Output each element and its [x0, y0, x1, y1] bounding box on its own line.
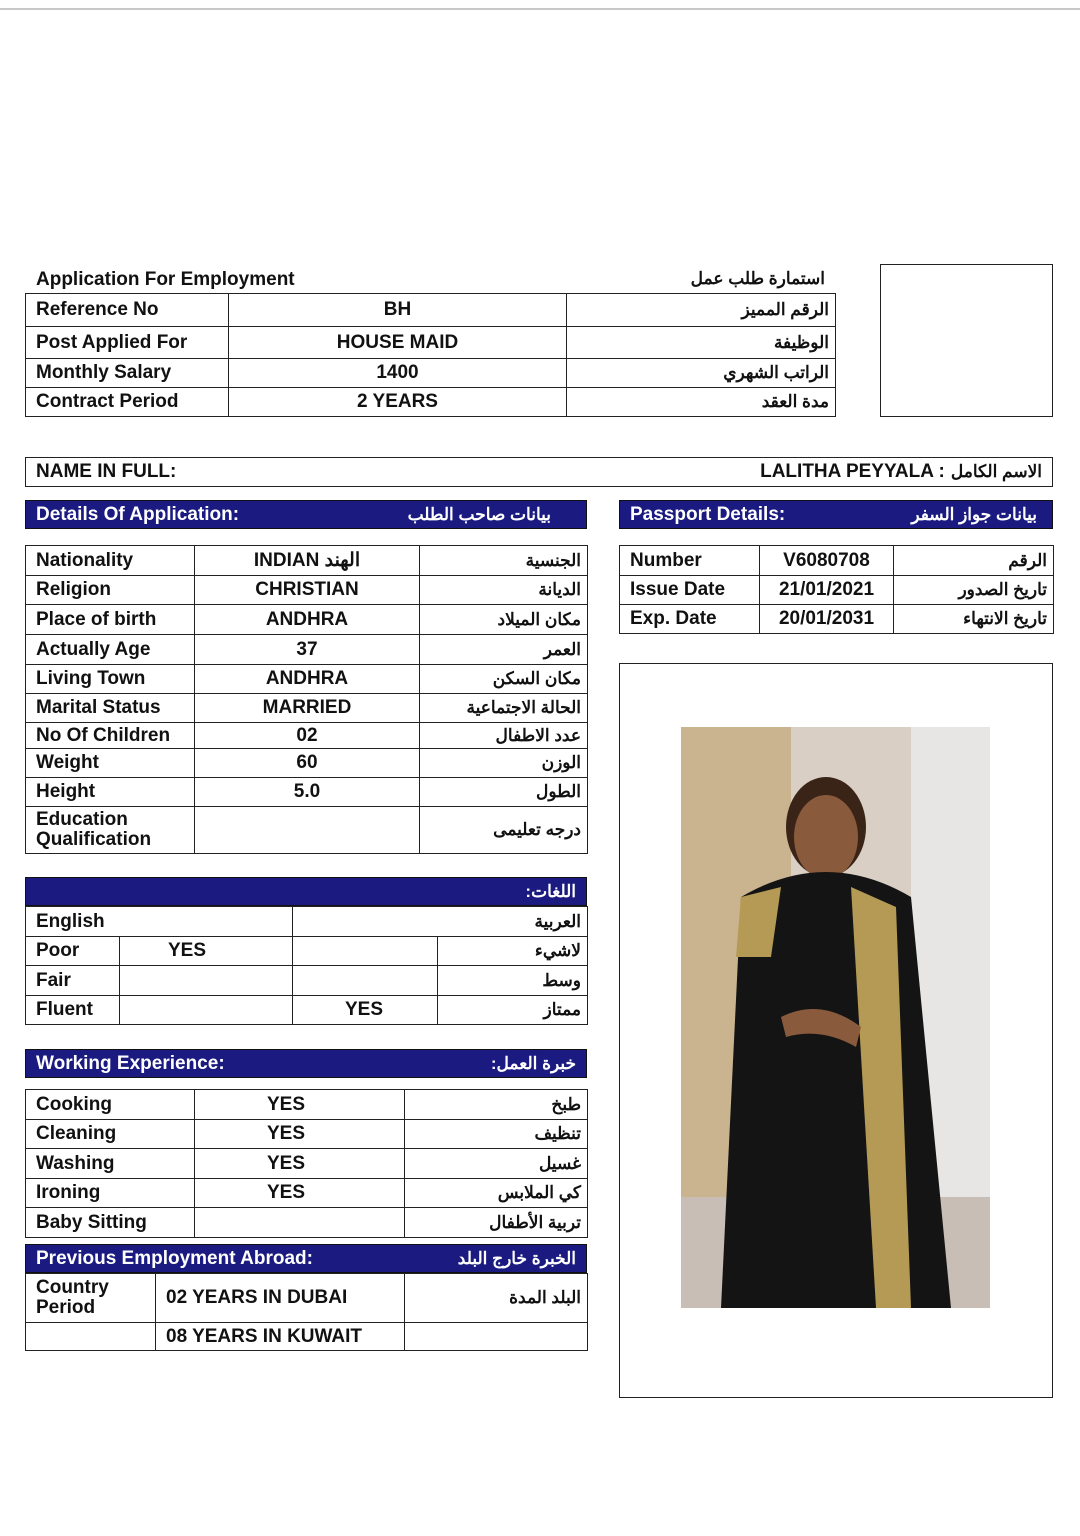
table-row [26, 1274, 588, 1323]
experience-title: Working Experience: [36, 1052, 225, 1074]
value: BH [229, 294, 567, 327]
form-title: Application For Employment [36, 269, 295, 290]
value: 02 YEARS IN DUBAI [156, 1274, 405, 1323]
label: Country Period [26, 1274, 156, 1323]
value: YES [195, 1120, 405, 1149]
english-level [120, 966, 293, 996]
table-row [26, 359, 836, 388]
label: Post Applied For [26, 327, 229, 359]
passport-title: Passport Details: [630, 503, 786, 525]
label-ar: مكان السكن [420, 665, 588, 694]
value: 08 YEARS IN KUWAIT [156, 1323, 405, 1351]
label: Baby Sitting [26, 1208, 195, 1238]
label: Weight [26, 749, 195, 778]
value: YES [195, 1090, 405, 1120]
table-row [26, 1179, 588, 1208]
arabic-header: العربية [293, 907, 588, 937]
experience-header [25, 1049, 587, 1078]
label: Washing [26, 1149, 195, 1179]
applicant-photo [681, 727, 990, 1308]
languages-title-ar: اللغات: [525, 881, 576, 901]
label-ar: الحالة الاجتماعية [420, 694, 588, 723]
table-row [26, 605, 588, 635]
table-row [26, 1120, 588, 1149]
value: MARRIED [195, 694, 420, 723]
label: Height [26, 778, 195, 807]
value: ANDHRA [195, 665, 420, 694]
value: YES [195, 1179, 405, 1208]
label: Number [620, 546, 760, 576]
arabic-level: YES [293, 996, 438, 1025]
table-row [26, 576, 588, 605]
label-ar: عدد الاطفال [420, 723, 588, 749]
empty-cell [26, 1323, 156, 1351]
label-ar: الرقم [894, 546, 1054, 576]
label: Exp. Date [620, 605, 760, 634]
table-row [26, 996, 588, 1025]
label: Contract Period [26, 388, 229, 417]
value: 02 [195, 723, 420, 749]
table-row [26, 749, 588, 778]
experience-table [25, 1089, 588, 1238]
label: Nationality [26, 546, 195, 576]
label-ar: وسط [438, 966, 588, 996]
value: 21/01/2021 [760, 576, 894, 605]
label-ar: العمر [420, 635, 588, 665]
label: Fluent [26, 996, 120, 1025]
label: Religion [26, 576, 195, 605]
value: 20/01/2031 [760, 605, 894, 634]
details-title-ar: بيانات صاحب الطلب [407, 504, 551, 524]
value [195, 1208, 405, 1238]
table-row [26, 388, 836, 417]
label-ar: تربية الأطفال [405, 1208, 588, 1238]
table-row [26, 1323, 588, 1351]
label: Monthly Salary [26, 359, 229, 388]
label-ar: البلد المدة [405, 1274, 588, 1323]
top-divider [0, 8, 1080, 10]
label: No Of Children [26, 723, 195, 749]
label: Cleaning [26, 1120, 195, 1149]
english-level: YES [120, 937, 293, 966]
label: Place of birth [26, 605, 195, 635]
passport-title-ar: بيانات جواز السفر [911, 504, 1037, 524]
label: Reference No [26, 294, 229, 327]
name-row [25, 457, 1053, 487]
table-row [26, 694, 588, 723]
table-row [26, 327, 836, 359]
table-row [26, 665, 588, 694]
name-value: LALITHA PEYYALA : [760, 461, 945, 482]
value: ANDHRA [195, 605, 420, 635]
previous-title-ar: الخبرة خارج البلد [457, 1248, 576, 1268]
english-header: English [26, 907, 293, 937]
value: 1400 [229, 359, 567, 388]
value [195, 807, 420, 854]
details-header [25, 500, 587, 529]
value: 2 YEARS [229, 388, 567, 417]
previous-header [25, 1244, 587, 1273]
label: Education Qualification [26, 807, 195, 854]
value: CHRISTIAN [195, 576, 420, 605]
label-ar: لاشيء [438, 937, 588, 966]
label-ar: الديانة [420, 576, 588, 605]
label-ar: مدة العقد [567, 388, 836, 417]
label-ar: الوظيفة [567, 327, 836, 359]
arabic-level [293, 937, 438, 966]
value: HOUSE MAID [229, 327, 567, 359]
passport-table [619, 545, 1054, 634]
name-label-ar: الاسم الكامل [950, 462, 1042, 481]
table-row [26, 294, 836, 327]
table-row [26, 807, 588, 854]
value: YES [195, 1149, 405, 1179]
table-row [620, 605, 1054, 634]
label: Ironing [26, 1179, 195, 1208]
label-ar: ممتاز [438, 996, 588, 1025]
value: 5.0 [195, 778, 420, 807]
table-row [26, 1090, 588, 1120]
label: Poor [26, 937, 120, 966]
english-level [120, 996, 293, 1025]
label-ar: تاريخ الصدور [894, 576, 1054, 605]
table-row [26, 966, 588, 996]
value: 37 [195, 635, 420, 665]
label: Issue Date [620, 576, 760, 605]
form-title-ar: استمارة طلب عمل [690, 269, 825, 288]
label-ar: طبخ [405, 1090, 588, 1120]
label-ar: الوزن [420, 749, 588, 778]
details-title: Details Of Application: [36, 503, 240, 525]
table-row [26, 1149, 588, 1179]
table-row [26, 1208, 588, 1238]
value: V6080708 [760, 546, 894, 576]
label-ar: مكان الميلاد [420, 605, 588, 635]
arabic-level [293, 966, 438, 996]
languages-header [25, 877, 587, 906]
label: Living Town [26, 665, 195, 694]
empty-cell [405, 1323, 588, 1351]
value: INDIAN الهند [195, 546, 420, 576]
table-row [620, 546, 1054, 576]
label-ar: غسيل [405, 1149, 588, 1179]
value: 60 [195, 749, 420, 778]
table-row [26, 937, 588, 966]
small-photo-box [880, 264, 1053, 417]
experience-title-ar: خبرة العمل: [490, 1053, 576, 1073]
label-ar: الرقم المميز [567, 294, 836, 327]
label-ar: تنظيف [405, 1120, 588, 1149]
details-table [25, 545, 588, 854]
table-row [26, 635, 588, 665]
label: Cooking [26, 1090, 195, 1120]
table-row [26, 907, 588, 937]
label-ar: الجنسية [420, 546, 588, 576]
table-row [26, 778, 588, 807]
form-table [25, 293, 836, 417]
label-ar: كي الملابس [405, 1179, 588, 1208]
name-label: NAME IN FULL: [36, 461, 177, 482]
label: Marital Status [26, 694, 195, 723]
previous-table [25, 1273, 588, 1351]
passport-header [619, 500, 1053, 529]
label: Actually Age [26, 635, 195, 665]
table-row [26, 546, 588, 576]
table-row [26, 723, 588, 749]
label: Fair [26, 966, 120, 996]
label-ar: تاريخ الانتهاء [894, 605, 1054, 634]
previous-title: Previous Employment Abroad: [36, 1247, 313, 1269]
label-ar: الطول [420, 778, 588, 807]
languages-table [25, 906, 588, 1025]
label-ar: درجه تعليمى [420, 807, 588, 854]
label-ar: الراتب الشهري [567, 359, 836, 388]
table-row [620, 576, 1054, 605]
